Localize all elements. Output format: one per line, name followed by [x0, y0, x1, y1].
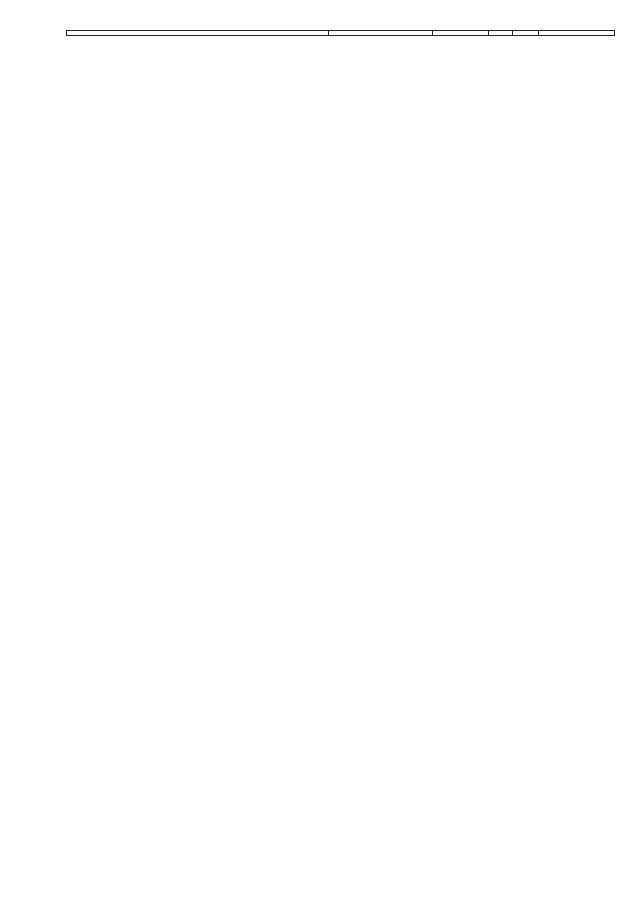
header-name — [67, 31, 329, 36]
header-section — [489, 31, 513, 36]
header-target-article — [329, 31, 433, 36]
table-header-row — [67, 31, 615, 36]
header-group — [433, 31, 489, 36]
header-year — [539, 31, 615, 36]
header-subsection — [513, 31, 539, 36]
budget-table — [66, 30, 615, 36]
